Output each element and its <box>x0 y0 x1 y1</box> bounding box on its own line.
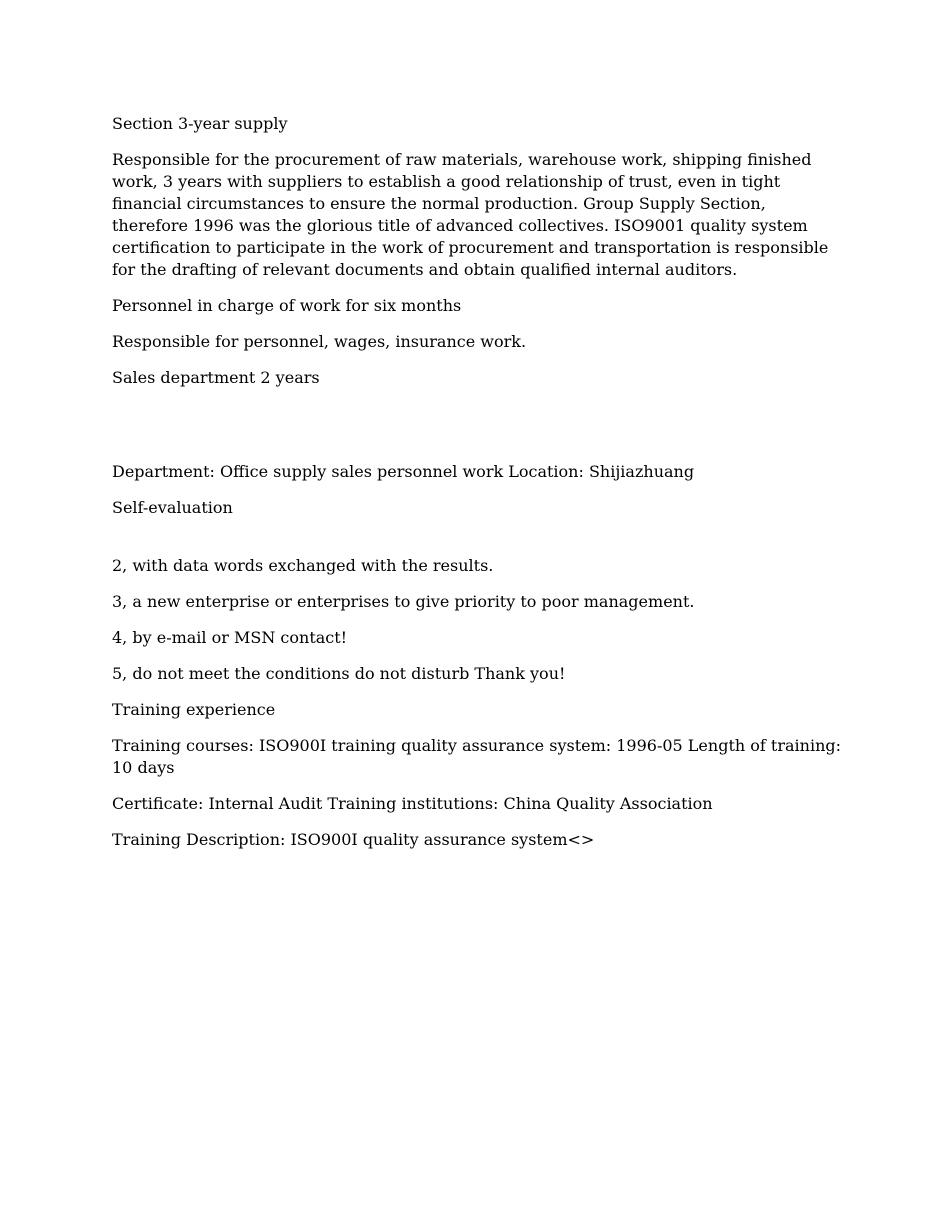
blank-spacer <box>112 533 842 555</box>
section-heading-self-evaluation: Self-evaluation <box>112 498 233 517</box>
list-item: 3, a new enterprise or enterprises to give priority to poor management. <box>112 592 695 611</box>
certificate-line: Certificate: Internal Audit Training institutions: China Quality Association <box>112 794 713 813</box>
document-page <box>112 113 842 865</box>
list-item: 4, by e-mail or MSN contact! <box>112 628 348 647</box>
blank-spacer <box>112 403 842 461</box>
list-item: 5, do not meet the conditions do not disturb Thank you! <box>112 664 566 683</box>
list-item: 2, with data words exchanged with the results. <box>112 556 494 575</box>
training-courses-line: Training courses: ISO900I training quality assurance system: 1996-05 Length of training: 10 days <box>112 736 841 777</box>
personnel-description-paragraph: Responsible for personnel, wages, insurance work. <box>112 332 527 351</box>
section-heading-personnel: Personnel in charge of work for six months <box>112 296 462 315</box>
training-description-line: Training Description: ISO900I quality assurance system<> <box>112 830 595 849</box>
section-heading-supply: Section 3-year supply <box>112 114 288 133</box>
section-heading-sales: Sales department 2 years <box>112 368 320 387</box>
department-location-line: Department: Office supply sales personnel work Location: Shijiazhuang <box>112 462 695 481</box>
supply-description-paragraph: Responsible for the procurement of raw materials, warehouse work, shipping finished work, 3 years with suppliers to establish a good relationship of trust, even in tight financial circumstances to ensure the normal production. Group Supply Section, therefore 1996 was the glorious title of advanced collectives. ISO9001 quality system certification to participate in the work of procurement and transportation is responsible for the drafting of relevant documents and obtain qualified internal auditors. <box>112 150 829 279</box>
section-heading-training: Training experience <box>112 700 276 719</box>
